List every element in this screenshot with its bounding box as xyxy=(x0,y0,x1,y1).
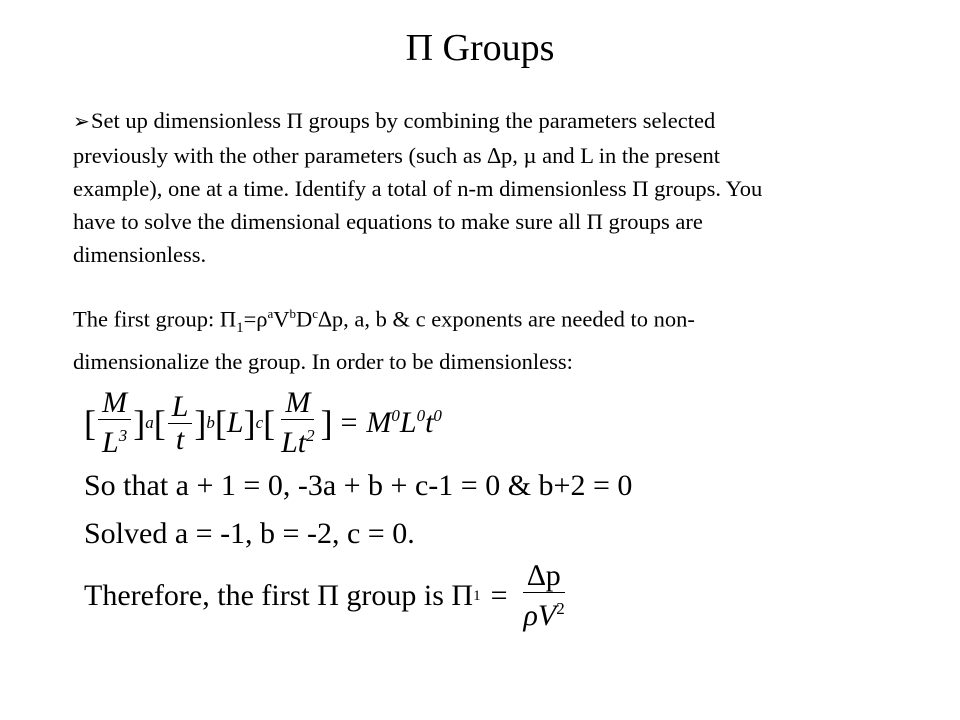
dimension-equation: [ $\frac{M}{L^3}$ ] a [ $\frac{L}{t}$ ] b [ L ] c [ $\frac{M}{Lt^2}$ ] = $M^0L^0t^0$ xyxy=(84,386,442,459)
fraction-m-over-l3: $\frac{M}{L^3}$ xyxy=(98,387,131,459)
first-group-line-1: The first group: $\Pi_1=\rho^aV^bD^c\Delta p$, a, b & c exponents are needed to non- xyxy=(73,306,695,336)
bullet-line-4: have to solve the dimensional equations to make sure all Π groups are xyxy=(73,209,703,234)
fraction-l-over-t: $\frac{L}{t}$ xyxy=(168,391,193,456)
solved-line: Solved a = -1, b = -2, c = 0. xyxy=(84,517,415,550)
bullet-line-3: example), one at a time. Identify a total of n-m dimensionless Π groups. You xyxy=(73,176,763,201)
bullet-line-5: dimensionless. xyxy=(73,242,207,267)
bullet-line-2: previously with the other parameters (such as ∆p, µ and L in the present xyxy=(73,143,720,168)
slide-title: Π Groups xyxy=(405,27,555,69)
so-that-line: So that a + 1 = 0, -3a + b + c-1 = 0 & b+2 = 0 xyxy=(84,469,633,502)
bullet-line-1: ➢Set up dimensionless Π groups by combining the parameters selected xyxy=(73,104,913,139)
first-group-paragraph xyxy=(73,297,913,378)
therefore-line: Therefore, the first Π group is Π 1 = $\frac{\Delta p}{\rho V^2}$ xyxy=(84,556,571,636)
fraction-m-over-lt2: $\frac{M}{Lt^2}$ xyxy=(281,386,315,459)
fraction-dp-over-rhov2: $\frac{\Delta p}{\rho V^2}$ xyxy=(523,559,565,632)
first-group-line-2: dimensionalize the group. In order to be dimensionless: xyxy=(73,349,573,374)
bullet-paragraph xyxy=(73,104,913,271)
arrow-bullet-icon: ➢ xyxy=(73,111,90,133)
